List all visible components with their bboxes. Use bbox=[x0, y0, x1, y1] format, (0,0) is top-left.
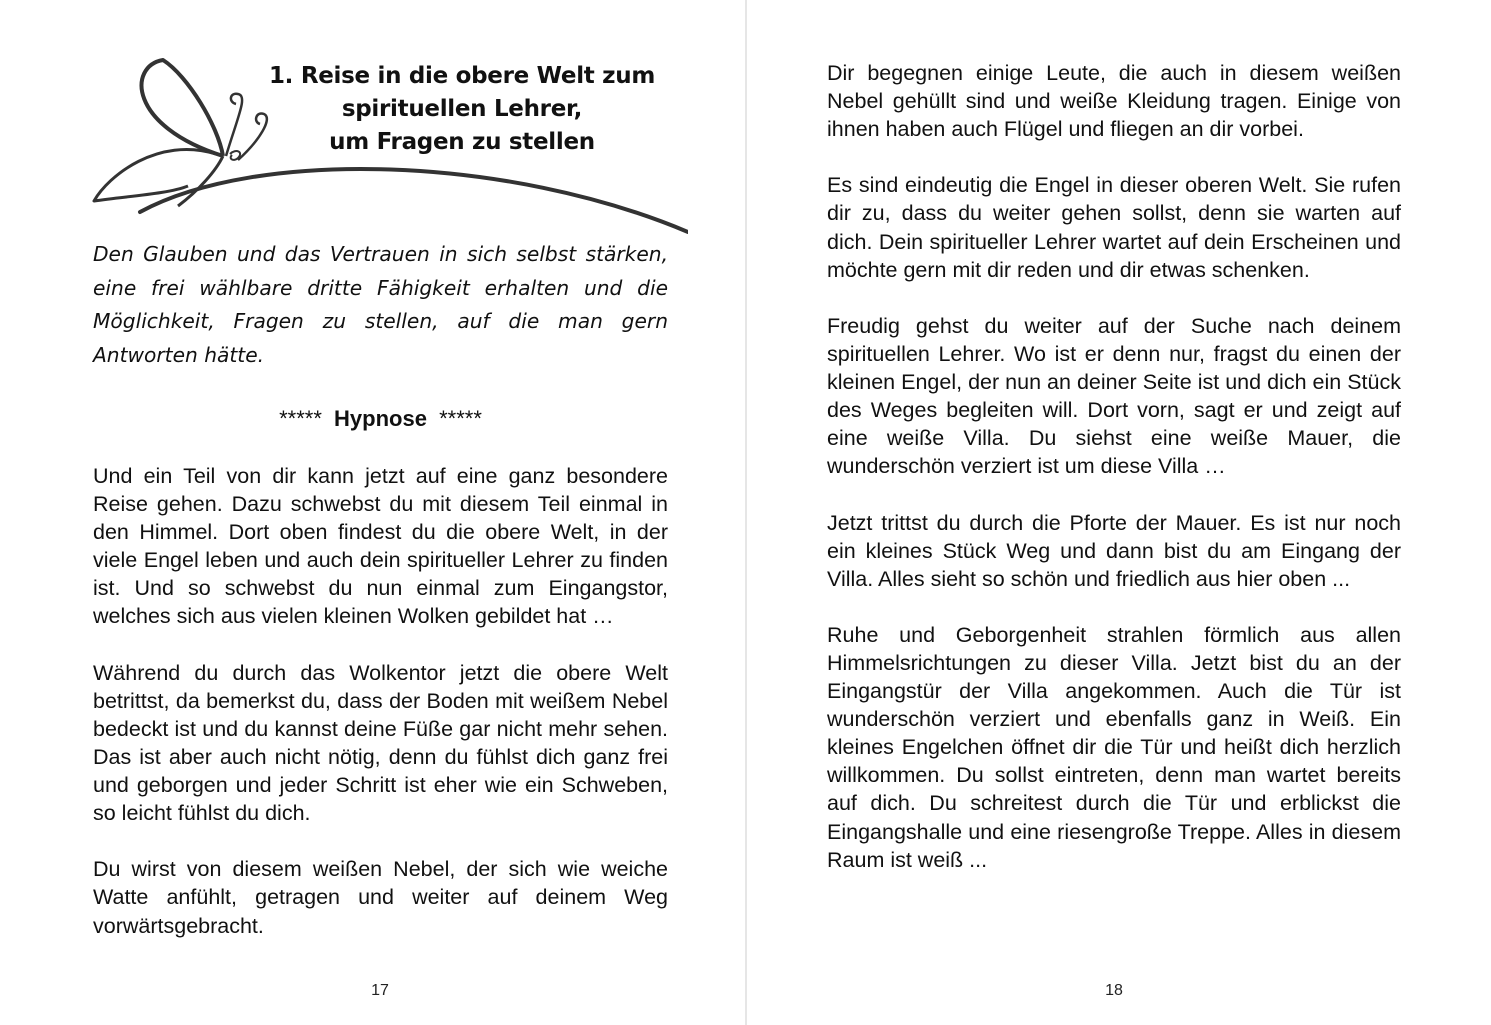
page-number-left: 17 bbox=[371, 982, 389, 999]
paragraph: Dir begegnen einige Leute, die auch in diesem weißen Nebel gehüllt sind und weiße Kleidung tragen. Einige von ihnen haben auch Flügel und fliegen an dir vorbei. bbox=[827, 61, 1401, 142]
paragraph: Jetzt trittst du durch die Pforte der Mauer. Es ist nur noch ein kleines Stück Weg und dann bist du am Eingang der Villa. Alles sieht so schön und friedlich aus hier oben ... bbox=[827, 510, 1401, 591]
section-heading bbox=[93, 405, 668, 433]
section-stars-right: ***** bbox=[439, 406, 482, 431]
section-stars-left: ***** bbox=[279, 406, 322, 431]
chapter-title-line-1: 1. Reise in die obere Welt zum bbox=[268, 63, 656, 89]
paragraph: Ruhe und Geborgenheit strahlen förmlich aus allen Himmelsrichtungen zu dieser Villa. Jetzt bist du an der Eingangstür der Villa angekommen. Auch die Tür ist wunderschön verziert und ebenfalls ganz in Weiß. Ein kleines Engelchen öffnet dir die Tür und heißt dich herzlich willkommen. Du sollst eintreten, denn man wartet bereits auf dich. Du schreitest durch die Tür und erblickst die Eingangshalle und eine riesengroße Treppe. Alles in diesem Raum ist weiß ... bbox=[827, 622, 1401, 872]
chapter-title-line-3: um Fragen zu stellen bbox=[329, 129, 595, 155]
right-page bbox=[747, 0, 1491, 1025]
chapter-title-line-2: spirituellen Lehrer, bbox=[341, 96, 583, 122]
paragraph: Freudig gehst du weiter auf der Suche nach deinem spirituellen Lehrer. Wo ist er denn nur, fragst du einen der kleinen Engel, der nun an deiner Seite ist und dich ein Stück des Weges begleiten will. Dort vorn, sagt er und zeigt auf eine weiße Villa. Du siehst eine weiße Mauer, die wunderschön verziert ist um diese Villa … bbox=[827, 313, 1401, 479]
paragraph: Und ein Teil von dir kann jetzt auf eine ganz besondere Reise gehen. Dazu schwebst du mit diesem Teil einmal in den Himmel. Dort oben findest du die obere Welt, in der viele Engel leben und auch dein spiritueller Lehrer zu finden ist. Und so schwebst du nun einmal zum Eingangstor, welches sich aus vielen kleinen Wolken gebildet hat … bbox=[93, 464, 668, 629]
chapter-title bbox=[258, 60, 666, 159]
paragraph: Es sind eindeutig die Engel in dieser oberen Welt. Sie rufen dir zu, dass du weiter gehen sollst, denn sie warten auf dich. Dein spiritueller Lehrer wartet auf dein Erscheinen und möchte gern mit dir reden und dir etwas schenken. bbox=[827, 173, 1401, 282]
paragraph: Du wirst von diesem weißen Nebel, der sich wie weiche Watte anfühlt, getragen und weiter auf deinem Weg vorwärtsgebracht. bbox=[93, 857, 668, 938]
left-page bbox=[0, 0, 745, 1025]
page-number-right: 18 bbox=[1105, 982, 1123, 999]
section-label: Hypnose bbox=[334, 406, 427, 431]
left-body-text bbox=[93, 462, 668, 940]
right-body-text bbox=[827, 59, 1401, 874]
paragraph: Während du durch das Wolkentor jetzt die obere Welt betrittst, da bemerkst du, dass der Boden mit weißem Nebel bedeckt ist und du kannst deine Füße gar nicht mehr sehen. Das ist aber auch nicht nötig, denn du fühlst dich ganz frei und geborgen und jeder Schritt ist eher wie ein Schweben, so leicht fühlst du dich. bbox=[93, 660, 668, 826]
intro-paragraph: Den Glauben und das Vertrauen in sich selbst stärken, eine frei wählbare dritte Fähigkeit erhalten und die Möglichkeit, Fragen zu stellen, auf die man gern Antworten hätte. bbox=[93, 242, 668, 367]
